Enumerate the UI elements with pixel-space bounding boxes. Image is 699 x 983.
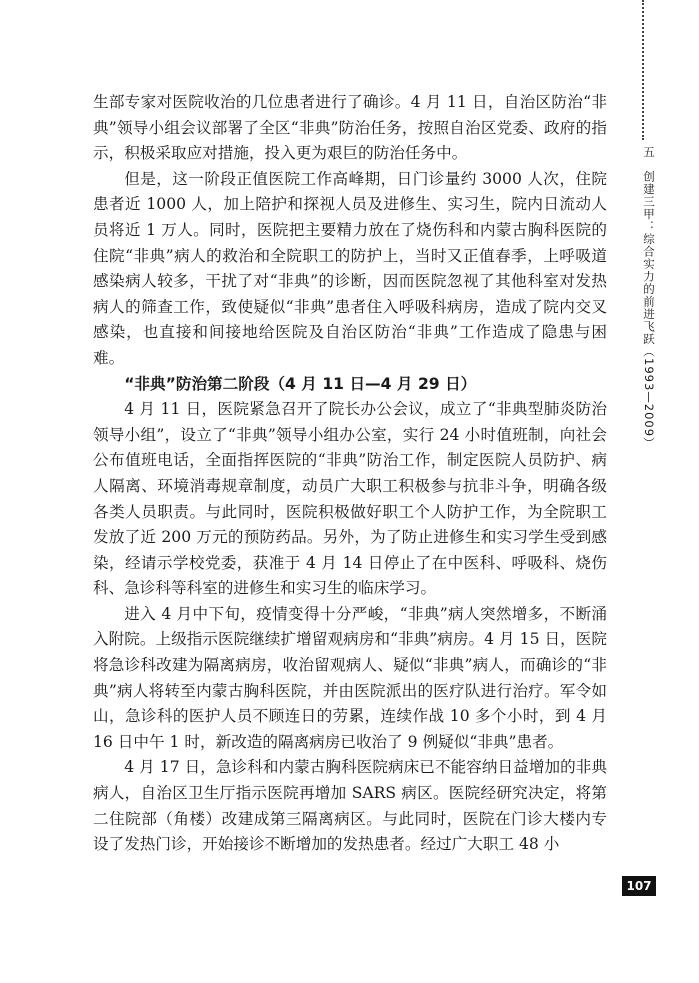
running-header — [637, 146, 657, 450]
section-title: 创建三甲：综合实力的前进飞跃（1993—2009） — [642, 170, 656, 450]
page-number: 107 — [622, 876, 656, 896]
paragraph-3: 4 月 11 日，医院紧急召开了院长办公会议，成立了“非典型肺炎防治领导小组”，设立了“非典”领导小组办公室，实行 24 小时值班制，向社会公布值班电话，全面指挥医院的“非典”防治工作，制定医院人员防护、病人隔离、环境消毒规章制度，动员广大职工积极参与抗非斗争，明确各级各类人员职责。与此同时，医院积极做好职工个人防护工作，为全院职工发放了近 200 万元的预防药品。另外，为了防止进修生和实习学生受到感染，经请示学校党委，获准于 4 月 14 日停止了在中医科、呼吸科、烧伤科、急诊科等科室的进修生和实习生的临床学习。 — [93, 400, 607, 598]
paragraph-1: 生部专家对医院收治的几位患者进行了确诊。4 月 11 日，自治区防治“非典”领导小组会议部署了全区“非典”防治任务，按照自治区党委、政府的指示，积极采取应对措施，投入更为艰巨的防治任务中。 — [93, 93, 607, 163]
paragraph-2: 但是，这一阶段正值医院工作高峰期，日门诊量约 3000 人次，住院患者近 1000 人，加上陪护和探视人员及进修生、实习生，院内日流动人员将近 1 万人。同时，医院把主要精力放在了烧伤科和内蒙古胸科医院的住院“非典”病人的救治和全院职工的防护上，当时又正值春季，上呼吸道感染病人较多，干扰了对“非典”的诊断，因而医院忽视了其他科室对发热病人的筛查工作，致使疑似“非典”患者住入呼吸科病房，造成了院内交叉感染，也直接和间接地给医院及自治区防治“非典”工作造成了隐患与困难。 — [93, 169, 607, 367]
paragraph-4: 进入 4 月中下旬，疫情变得十分严峻，“非典”病人突然增多，不断涌入附院。上级指示医院继续扩增留观病房和“非典”病房。4 月 15 日，医院将急诊科改建为隔离病房，收治留观病人、疑似“非典”病人，而确诊的“非典”病人将转至内蒙古胸科医院，并由医院派出的医疗队进行治疗。军令如山，急诊科的医护人员不顾连日的劳累，连续作战 10 多个小时，到 4 月 16 日中午 1 时，新改造的隔离病房已收治了 9 例疑似“非典”患者。 — [93, 604, 607, 751]
section-number: 五 — [642, 146, 656, 159]
body-text — [93, 90, 607, 858]
header-dotted-rule — [642, 0, 644, 140]
section-heading: “非典”防治第二阶段（4 月 11 日—4 月 29 日） — [124, 374, 477, 393]
paragraph-5: 4 月 17 日，急诊科和内蒙古胸科医院病床已不能容纳日益增加的非典病人，自治区卫生厅指示医院再增加 SARS 病区。医院经研究决定，将第二住院部（角楼）改建成第三隔离病区。与此同时，医院在门诊大楼内专设了发热门诊，开始接诊不断增加的发热患者。经过广大职工 48 小 — [93, 758, 607, 854]
